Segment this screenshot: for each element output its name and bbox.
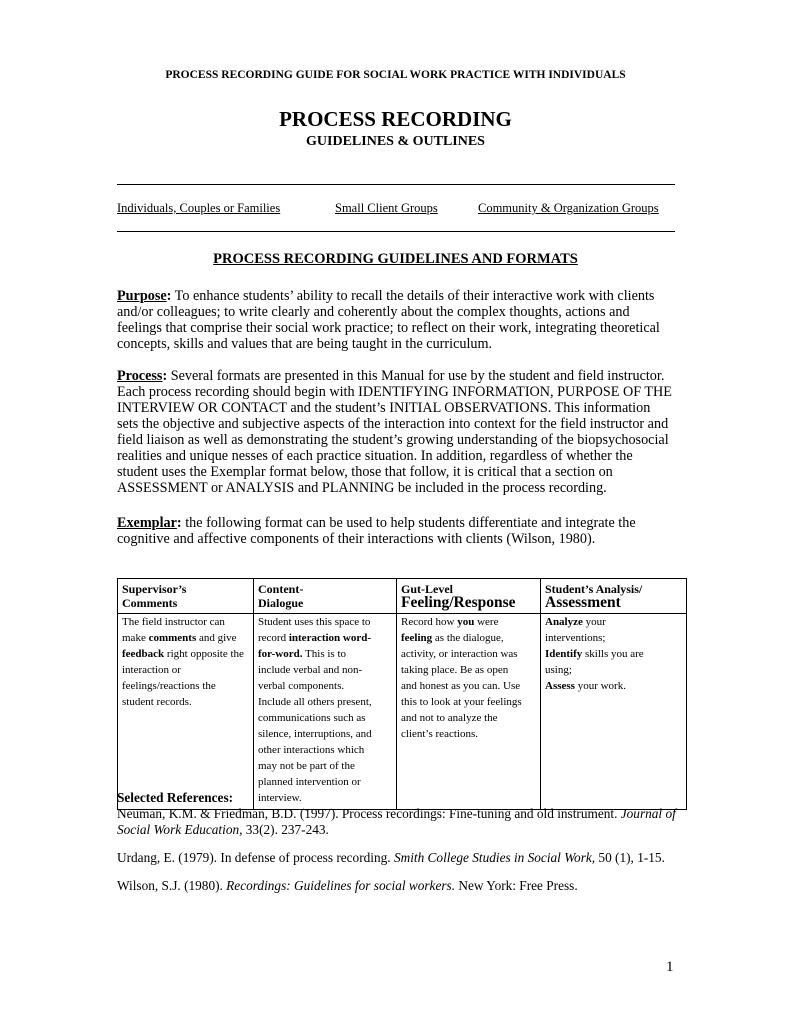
text-run: record bbox=[258, 632, 289, 644]
text-line bbox=[545, 616, 682, 632]
text-run: Neuman, K.M. & Friedman, B.D. (1997). Process recordings: Fine-tuning and old instrument. bbox=[117, 806, 621, 821]
text-run: Record how bbox=[401, 616, 458, 628]
text-run: feeling bbox=[401, 632, 433, 644]
text-run: right opposite the bbox=[164, 648, 244, 660]
text-run: and give bbox=[196, 632, 237, 644]
text-line bbox=[117, 822, 676, 838]
text-line bbox=[258, 648, 392, 664]
text-line bbox=[122, 632, 249, 648]
text-line bbox=[258, 744, 392, 760]
text-run: were bbox=[474, 616, 499, 628]
text-run: Assess bbox=[545, 680, 575, 692]
text-line bbox=[545, 632, 682, 648]
header-line: Dialogue bbox=[258, 596, 304, 610]
text-run: Urdang, E. (1979). In defense of process recording. bbox=[117, 850, 394, 865]
text-run: verbal components. bbox=[258, 680, 345, 692]
page-subtitle: GUIDELINES & OUTLINES bbox=[306, 134, 485, 149]
text-run: Recordings: Guidelines for social workers. bbox=[226, 878, 456, 893]
text-line bbox=[258, 680, 392, 696]
text-line bbox=[117, 400, 697, 416]
text-line bbox=[258, 664, 392, 680]
text-line bbox=[401, 616, 536, 632]
header-gut-level-feeling bbox=[397, 579, 541, 614]
text-line bbox=[401, 648, 536, 664]
text-line bbox=[545, 664, 682, 680]
text-run: The field instructor can bbox=[122, 616, 225, 628]
header-line: Feeling/Response bbox=[401, 594, 516, 611]
text-run: Analyze bbox=[545, 616, 583, 628]
header-line: Gut-Level bbox=[401, 582, 453, 596]
text-run: interaction word- bbox=[288, 632, 372, 644]
text-run: other interactions which bbox=[258, 744, 365, 756]
text-run: Journal of bbox=[620, 806, 676, 821]
text-run: feelings/reactions the bbox=[122, 680, 216, 692]
text-run: cognitive and affective components of their interactions with clients (Wilson, 1980). bbox=[117, 531, 596, 547]
text-run: as the dialogue, bbox=[432, 632, 504, 644]
text-run: your bbox=[582, 616, 606, 628]
text-line bbox=[117, 480, 697, 496]
text-run: This is to bbox=[302, 648, 347, 660]
text-run: Each process recording should begin with IDENTIFYING INFORMATION, PURPOSE OF THE bbox=[117, 384, 672, 400]
header-line: Student’s Analysis/ bbox=[545, 582, 643, 596]
text-run: Student uses this space to bbox=[258, 616, 371, 628]
header-supervisors-comments bbox=[118, 579, 254, 614]
text-line bbox=[258, 728, 392, 744]
text-run: student records. bbox=[122, 696, 192, 708]
section-heading bbox=[0, 251, 791, 268]
text-line bbox=[122, 664, 249, 680]
cell-gut-level bbox=[397, 614, 541, 810]
text-run: New York: Free Press. bbox=[455, 878, 578, 893]
text-line bbox=[117, 531, 697, 547]
reference-item bbox=[117, 850, 665, 866]
header-line: Content- bbox=[258, 582, 304, 596]
text-line bbox=[117, 432, 697, 448]
reference-item bbox=[117, 806, 676, 838]
header-line: Supervisor’s bbox=[122, 582, 187, 596]
text-run: skills you are bbox=[582, 648, 644, 660]
text-line bbox=[117, 368, 697, 384]
text-run: the following format can be used to help students differentiate and integrate the bbox=[181, 515, 636, 531]
text-line bbox=[117, 464, 697, 480]
text-run: feelings that comprise their social work practice; to reflect on their work, integrating theoretical bbox=[117, 320, 660, 336]
label-colon: : bbox=[176, 515, 182, 531]
text-line bbox=[117, 336, 697, 352]
page-number: 1 bbox=[666, 959, 674, 975]
text-line bbox=[401, 728, 536, 744]
text-line bbox=[122, 680, 249, 696]
link-community-organization-groups[interactable]: Community & Organization Groups bbox=[478, 201, 659, 215]
divider-bottom bbox=[117, 231, 675, 232]
header-line: Assessment bbox=[545, 594, 621, 611]
text-line bbox=[122, 616, 249, 632]
text-run: INTERVIEW OR CONTACT and the student’s INITIAL OBSERVATIONS. This information bbox=[117, 400, 651, 416]
text-line bbox=[401, 696, 536, 712]
divider-top bbox=[117, 184, 675, 185]
link-small-client-groups[interactable]: Small Client Groups bbox=[335, 201, 438, 215]
text-run: interventions; bbox=[545, 632, 606, 644]
text-line bbox=[117, 384, 697, 400]
text-run: comments bbox=[148, 632, 197, 644]
text-line bbox=[122, 648, 249, 664]
text-line bbox=[117, 515, 697, 531]
text-line bbox=[401, 632, 536, 648]
link-individuals-couples-families[interactable]: Individuals, Couples or Families bbox=[117, 201, 281, 215]
header-content-dialogue bbox=[254, 579, 397, 614]
text-line bbox=[545, 648, 682, 664]
exemplar-format-table bbox=[117, 578, 687, 810]
text-run: include verbal and non- bbox=[258, 664, 363, 676]
label-colon: : bbox=[162, 368, 168, 384]
text-line bbox=[117, 416, 697, 432]
text-run: Social Work Education, bbox=[117, 822, 243, 837]
text-run: Smith College Studies in Social Work, bbox=[393, 850, 596, 865]
text-run: for-word. bbox=[258, 648, 303, 660]
text-line bbox=[117, 850, 665, 866]
label-colon: : bbox=[166, 288, 172, 304]
text-run: and not to analyze the bbox=[401, 712, 498, 724]
running-header: PROCESS RECORDING GUIDE FOR SOCIAL WORK PRACTICE WITH INDIVIDUALS bbox=[165, 69, 626, 81]
text-run: realities and unique nesses of each practice situation. In addition, regardless of whether the bbox=[117, 448, 633, 464]
process-paragraph bbox=[117, 368, 697, 496]
text-line bbox=[117, 878, 578, 894]
cell-analysis bbox=[541, 614, 687, 810]
paragraph-label: Exemplar bbox=[117, 515, 177, 531]
text-run: Wilson, S.J. (1980). bbox=[117, 878, 227, 893]
text-run: field liaison as well as demonstrating the student’s growing understanding of the biopsychosocial bbox=[117, 432, 669, 448]
cell-supervisor bbox=[118, 614, 254, 810]
text-run: make bbox=[122, 632, 149, 644]
text-run: ASSESSMENT or ANALYSIS and PLANNING be included in the process recording. bbox=[117, 480, 607, 496]
table-header-row bbox=[118, 579, 687, 614]
text-line bbox=[117, 320, 697, 336]
text-run: you bbox=[457, 616, 475, 628]
text-line bbox=[258, 632, 392, 648]
exemplar-paragraph bbox=[117, 515, 697, 547]
text-run: using; bbox=[545, 664, 572, 676]
text-run: 33(2). 237-243. bbox=[242, 822, 329, 837]
cell-content bbox=[254, 614, 397, 810]
text-line bbox=[117, 806, 676, 822]
text-line bbox=[545, 680, 682, 696]
text-run: activity, or interaction was bbox=[401, 648, 518, 660]
text-run: 50 (1), 1-15. bbox=[595, 850, 665, 865]
text-run: and/or colleagues; to write clearly and coherently about the complex thoughts, actions and bbox=[117, 304, 630, 320]
text-run: may not be part of the bbox=[258, 760, 355, 772]
text-run: this to look at your feelings bbox=[401, 696, 522, 708]
text-run: and honest as you can. Use bbox=[401, 680, 521, 692]
text-run: feedback bbox=[122, 648, 165, 660]
text-line bbox=[258, 776, 392, 792]
text-line bbox=[258, 712, 392, 728]
text-run: taking place. Be as open bbox=[401, 664, 509, 676]
text-run: Include all others present, bbox=[258, 696, 372, 708]
table-row bbox=[118, 614, 687, 810]
paragraph-label: Purpose bbox=[117, 288, 167, 304]
text-run: silence, interruptions, and bbox=[258, 728, 372, 740]
text-run: concepts, skills and values that are being taught in the curriculum. bbox=[117, 336, 493, 352]
text-run: interaction or bbox=[122, 664, 181, 676]
text-run: interview. bbox=[258, 792, 302, 804]
text-run: sets the objective and subjective aspects of the interaction into context for the field instructor and bbox=[117, 416, 669, 432]
references-heading: Selected References: bbox=[117, 790, 234, 805]
text-line bbox=[258, 760, 392, 776]
text-run: student uses the Exemplar format below, those that follow, it is critical that a section on bbox=[117, 464, 613, 480]
text-run: To enhance students’ ability to recall the details of their interactive work with clients bbox=[171, 288, 655, 304]
text-run: communications such as bbox=[258, 712, 366, 724]
section-heading-text: PROCESS RECORDING GUIDELINES AND FORMATS bbox=[213, 251, 578, 267]
text-line bbox=[117, 304, 697, 320]
header-students-analysis bbox=[541, 579, 687, 614]
text-line bbox=[258, 616, 392, 632]
text-line bbox=[401, 712, 536, 728]
text-line bbox=[117, 448, 697, 464]
page-title: PROCESS RECORDING bbox=[279, 107, 512, 131]
text-line bbox=[401, 680, 536, 696]
text-line bbox=[117, 288, 697, 304]
reference-item bbox=[117, 878, 578, 894]
header-line: Comments bbox=[122, 596, 178, 610]
purpose-paragraph bbox=[117, 288, 697, 352]
text-line bbox=[401, 664, 536, 680]
text-run: Identify bbox=[545, 648, 583, 660]
text-run: Several formats are presented in this Manual for use by the student and field instructor. bbox=[167, 368, 665, 384]
text-run: planned intervention or bbox=[258, 776, 361, 788]
text-line bbox=[258, 696, 392, 712]
paragraph-label: Process bbox=[117, 368, 163, 384]
text-run: your work. bbox=[574, 680, 626, 692]
text-run: client’s reactions. bbox=[401, 728, 478, 740]
text-line bbox=[122, 696, 249, 712]
